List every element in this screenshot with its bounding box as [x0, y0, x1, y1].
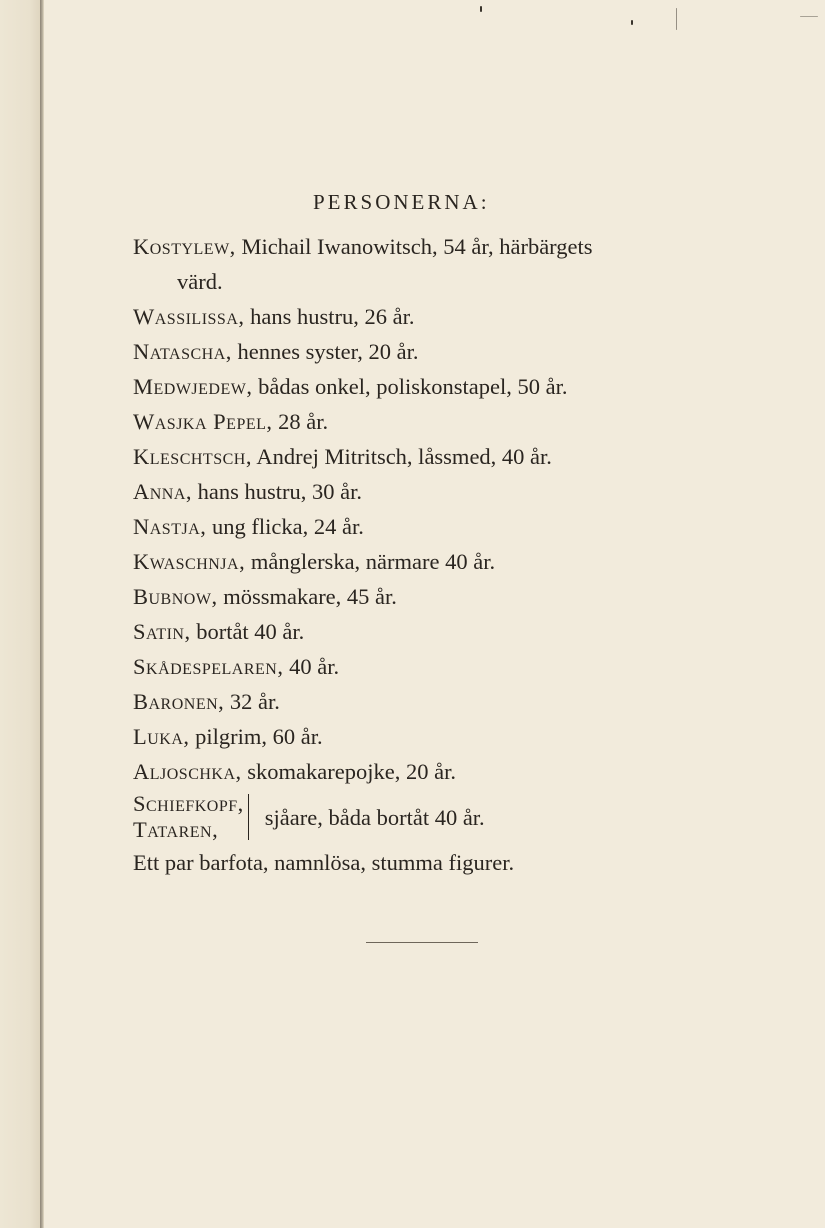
cast-entry — [133, 474, 723, 509]
character-name: Schiefkopf, — [133, 791, 244, 816]
character-name: Aljoschka, — [133, 759, 242, 784]
character-description: hans hustru, 30 år. — [192, 479, 363, 504]
cast-entry — [133, 404, 723, 439]
character-description: mössmakare, 45 år. — [217, 584, 397, 609]
character-name: Wasjka Pepel, — [133, 409, 273, 434]
character-name: Anna, — [133, 479, 193, 504]
character-name: Medwjedew, — [133, 374, 253, 399]
cast-entry — [133, 649, 723, 684]
paper-speck — [631, 20, 633, 25]
cast-entry — [133, 299, 723, 334]
grouped-names — [133, 791, 244, 843]
closing-line: Ett par barfota, namnlösa, stumma figurer. — [133, 850, 515, 875]
character-description: bortåt 40 år. — [190, 619, 305, 644]
cast-entry — [133, 614, 723, 649]
character-name: Skådespelaren, — [133, 654, 284, 679]
character-name: Natascha, — [133, 339, 232, 364]
cast-entry — [133, 369, 723, 404]
left-page-edge — [0, 0, 42, 1228]
character-description: 32 år. — [224, 689, 280, 714]
cast-entry — [133, 754, 723, 789]
character-description: månglerska, närmare 40 år. — [245, 549, 496, 574]
cast-entry — [133, 509, 723, 544]
character-description: 40 år. — [283, 654, 340, 679]
page-title: PERSONERNA: — [313, 190, 490, 215]
character-name: Kwaschnja, — [133, 549, 246, 574]
character-description: Michail Iwanowitsch, 54 år, härbärgets — [235, 234, 593, 259]
character-name: Nastja, — [133, 514, 207, 539]
cast-list — [133, 229, 723, 880]
character-description: Andrej Mitritsch, låssmed, 40 år. — [251, 444, 552, 469]
character-description: pilgrim, 60 år. — [189, 724, 323, 749]
group-description: sjåare, båda bortåt 40 år. — [264, 804, 485, 830]
character-name: Kleschtsch, — [133, 444, 252, 469]
cast-entry — [133, 229, 723, 264]
character-name: Wassilissa, — [133, 304, 245, 329]
paper-speck — [480, 6, 482, 12]
divider-rule — [366, 942, 478, 943]
cast-entry — [133, 579, 723, 614]
character-description: hans hustru, 26 år. — [244, 304, 415, 329]
cast-entry — [133, 684, 723, 719]
character-name: Luka, — [133, 724, 190, 749]
character-description: hennes syster, 20 år. — [231, 339, 419, 364]
character-name: Satin, — [133, 619, 191, 644]
character-description: ung flicka, 24 år. — [206, 514, 364, 539]
character-name: Tataren, — [133, 817, 219, 842]
cast-entry — [133, 439, 723, 474]
cast-entry-continuation: värd. — [177, 269, 223, 294]
character-description: 28 år. — [272, 409, 329, 434]
cast-entry — [133, 334, 723, 369]
character-name: Baronen, — [133, 689, 225, 714]
brace-bracket — [248, 794, 259, 840]
paper-speck — [676, 8, 677, 30]
character-name: Bubnow, — [133, 584, 218, 609]
character-description: skomakarepojke, 20 år. — [241, 759, 456, 784]
cast-entry — [133, 544, 723, 579]
character-name: Kostylew, — [133, 234, 236, 259]
cast-entry — [133, 719, 723, 754]
paper-speck — [800, 16, 818, 17]
character-description: bådas onkel, poliskonstapel, 50 år. — [252, 374, 568, 399]
cast-entry-group — [133, 791, 723, 843]
